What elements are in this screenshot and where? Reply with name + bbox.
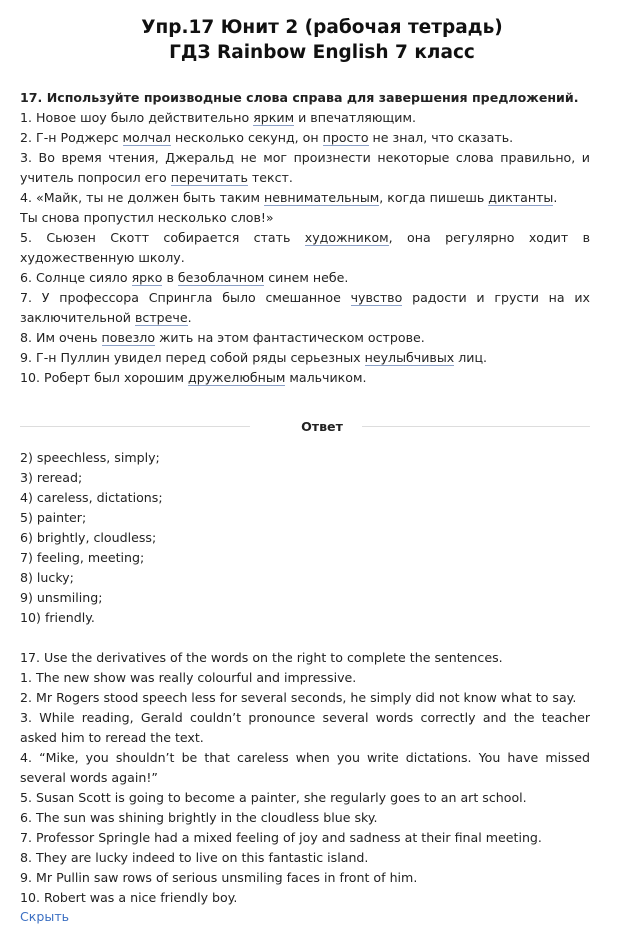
sentence-text: 10. Роберт был хорошим	[20, 370, 189, 385]
sentence-text: и впечатляющим.	[294, 110, 416, 125]
answer-word: встрече	[134, 310, 188, 325]
english-sentence-line: 6. The sun was shining brightly in the cloudless blue sky.	[20, 810, 378, 825]
answer-divider-right	[362, 426, 590, 427]
answer-word: перечитать	[170, 170, 248, 185]
english-sentence-line: asked him to reread the text.	[20, 730, 204, 745]
sentence-text: 8. Им очень	[20, 330, 102, 345]
task-sentence-line	[20, 128, 590, 148]
russian-task	[20, 88, 590, 388]
page-title-line-1: Упр.17 Юнит 2 (рабочая тетрадь)	[141, 17, 503, 38]
page-title-line-2: ГДЗ Rainbow English 7 класс	[169, 42, 475, 63]
answer-word: повезло	[101, 330, 156, 345]
task-sentence-line	[20, 368, 590, 388]
sentence-text: 3. Во время чтения, Джеральд не мог произнести некоторые слова правильно, и	[20, 150, 590, 165]
english-sentence-line: 8. They are lucky indeed to live on this fantastic island.	[20, 850, 369, 865]
english-sentence-line: 4. “Mike, you shouldn’t be that careless when you write dictations. You have missed	[20, 750, 590, 765]
english-sentence-line: 2. Mr Rogers stood speech less for several seconds, he simply did not know what to say.	[20, 690, 577, 705]
sentence-text: заключительной	[20, 310, 135, 325]
answer-item: 2) speechless, simply;	[20, 450, 160, 465]
task-sentence-line	[20, 288, 590, 308]
sentence-text: текст.	[247, 170, 293, 185]
sentence-text: синем небе.	[264, 270, 349, 285]
english-sentence-line: 5. Susan Scott is going to become a painter, she regularly goes to an art school.	[20, 790, 527, 805]
answer-item: 4) careless, dictations;	[20, 490, 163, 505]
task-sentence-line	[20, 348, 590, 368]
answer-item: 10) friendly.	[20, 610, 95, 625]
answer-word: неулыбчивых	[364, 350, 455, 365]
page-title	[0, 15, 644, 65]
sentence-text: , она регулярно ходит в	[388, 230, 590, 245]
task-sentence-line	[20, 168, 590, 188]
task-sentence-line	[20, 148, 590, 168]
sentence-text: , когда пишешь	[379, 190, 489, 205]
task-sentence-line	[20, 228, 590, 248]
sentence-text: жить на этом фантастическом острове.	[155, 330, 425, 345]
sentence-text: мальчиком.	[285, 370, 367, 385]
answer-word: ярко	[131, 270, 163, 285]
answer-item: 6) brightly, cloudless;	[20, 530, 157, 545]
english-sentence-line: several words again!”	[20, 770, 158, 785]
sentence-text: 6. Солнце сияло	[20, 270, 132, 285]
answer-word: художником	[304, 230, 389, 245]
answer-word: молчал	[122, 130, 171, 145]
task-sentences	[20, 108, 590, 388]
english-task	[20, 648, 590, 908]
answer-word: ярким	[253, 110, 295, 125]
task-sentence-line	[20, 188, 590, 208]
sentence-text: художественную школу.	[20, 250, 185, 265]
sentence-text: 2. Г-н Роджерс	[20, 130, 123, 145]
sentence-text: 4. «Майк, ты не должен быть таким	[20, 190, 264, 205]
answer-item: 3) reread;	[20, 470, 83, 485]
sentence-text: учитель попросил его	[20, 170, 171, 185]
task-sentence-line	[20, 208, 590, 228]
sentence-text: несколько секунд, он	[170, 130, 323, 145]
sentence-text: Ты снова пропустил несколько слов!»	[20, 210, 274, 225]
answer-word: чувство	[350, 290, 403, 305]
english-sentence-line: 3. While reading, Gerald couldn’t pronounce several words correctly and the teacher	[20, 710, 590, 725]
answer-item: 8) lucky;	[20, 570, 74, 585]
answer-item: 9) unsmiling;	[20, 590, 103, 605]
sentence-text: лиц.	[454, 350, 488, 365]
task-sentence-line	[20, 308, 590, 328]
english-task-heading: 17. Use the derivatives of the words on the right to complete the sentences.	[20, 650, 503, 665]
hide-link[interactable]: Скрыть	[20, 909, 70, 924]
sentence-text: 9. Г-н Пуллин увидел перед собой ряды серьезных	[20, 350, 365, 365]
answer-word: просто	[322, 130, 369, 145]
english-sentence-line: 7. Professor Springle had a mixed feeling of joy and sadness at their final meeting.	[20, 830, 542, 845]
task-sentence-line	[20, 248, 590, 268]
task-sentence-line	[20, 328, 590, 348]
sentence-text: .	[553, 190, 558, 205]
answer-item: 7) feeling, meeting;	[20, 550, 145, 565]
answer-word: безоблачном	[177, 270, 265, 285]
sentence-text: 1. Новое шоу было действительно	[20, 110, 254, 125]
sentence-text: радости и грусти на их	[402, 290, 590, 305]
sentence-text: .	[187, 310, 192, 325]
task-sentence-line	[20, 268, 590, 288]
task-heading: 17. Используйте производные слова справа для завершения предложений.	[20, 90, 579, 105]
answer-item: 5) painter;	[20, 510, 87, 525]
sentence-text: в	[162, 270, 178, 285]
english-sentence-line: 10. Robert was a nice friendly boy.	[20, 890, 238, 905]
task-sentence-line	[20, 108, 590, 128]
answer-list	[20, 448, 590, 628]
english-sentence-line: 9. Mr Pullin saw rows of serious unsmiling faces in front of him.	[20, 870, 418, 885]
answer-word: дружелюбным	[188, 370, 286, 385]
sentence-text: не знал, что сказать.	[368, 130, 514, 145]
answer-word: диктанты	[488, 190, 554, 205]
answer-word: невнимательным	[264, 190, 380, 205]
sentence-text: 5. Сьюзен Скотт собирается стать	[20, 230, 305, 245]
sentence-text: 7. У профессора Спрингла было смешанное	[20, 290, 351, 305]
english-sentence-line: 1. The new show was really colourful and impressive.	[20, 670, 357, 685]
answer-title: Ответ	[301, 419, 343, 434]
